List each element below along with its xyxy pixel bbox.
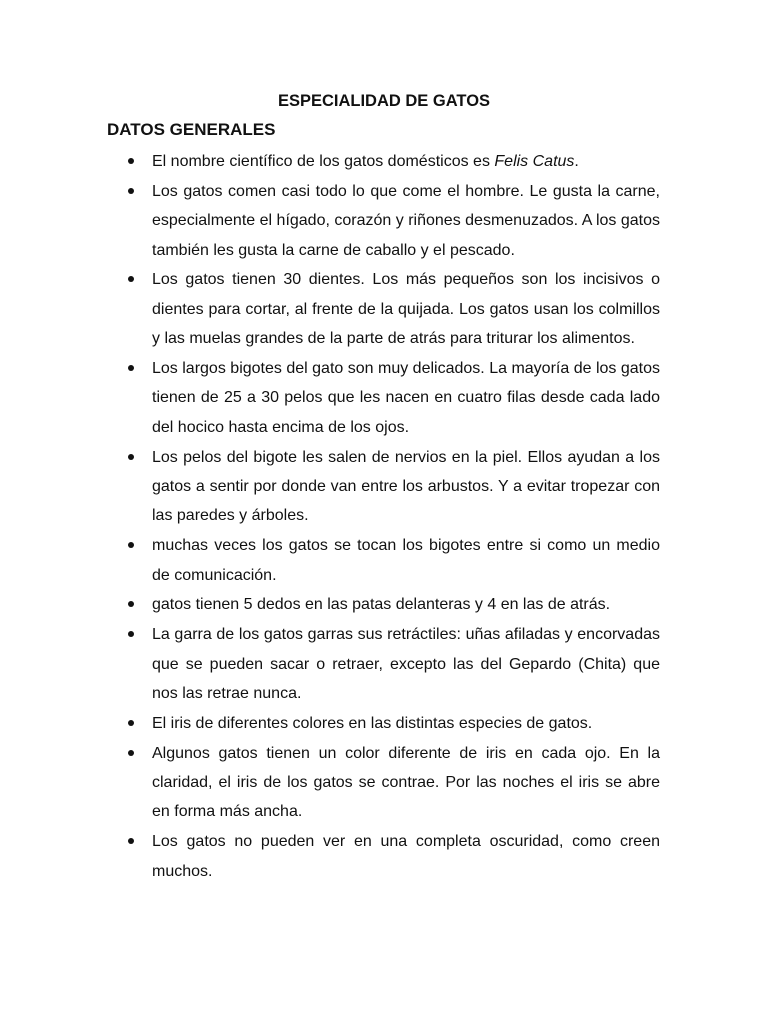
section-heading: DATOS GENERALES bbox=[107, 120, 276, 139]
list-item-text: El iris de diferentes colores en las distintas especies de gatos. bbox=[152, 714, 593, 732]
bullet-icon bbox=[128, 601, 134, 607]
list-item bbox=[0, 354, 768, 442]
bullet-icon bbox=[128, 720, 134, 726]
list-item bbox=[0, 443, 768, 531]
list-item bbox=[0, 709, 768, 738]
list-item-text bbox=[152, 153, 579, 170]
bullet-icon bbox=[128, 454, 134, 460]
list-item-text: Los largos bigotes del gato son muy delicados. La mayoría de los gatos tienen de 25 a 30 pelos que les nacen en cuatro filas desde cada lado del hocico hasta encima de los ojos. bbox=[152, 360, 660, 436]
list-item-text-start: El nombre científico de los gatos domésticos es bbox=[152, 153, 495, 170]
bullet-icon bbox=[128, 365, 134, 371]
list-item bbox=[0, 531, 768, 590]
list-item-text: Los gatos tienen 30 dientes. Los más pequeños son los incisivos o dientes para cortar, al frente de la quijada. Los gatos usan los colmillos y las muelas grandes de la parte de atrás para triturar los alimentos. bbox=[152, 271, 660, 348]
list-item bbox=[0, 590, 768, 619]
bullet-icon bbox=[128, 750, 134, 756]
list-item bbox=[0, 265, 768, 353]
list-item-text: Los gatos no pueden ver en una completa oscuridad, como creen muchos. bbox=[152, 833, 660, 880]
list-item-text: Los gatos comen casi todo lo que come el hombre. Le gusta la carne, especialmente el hígado, corazón y riñones desmenuzados. A los gatos también les gusta la carne de caballo y el pescado. bbox=[152, 182, 660, 259]
list-item-text: Algunos gatos tienen un color diferente de iris en cada ojo. En la claridad, el iris de los gatos se contrae. Por las noches el iris se abre en forma más ancha. bbox=[152, 744, 660, 821]
bullet-icon bbox=[128, 188, 134, 194]
list-item-text-end: . bbox=[574, 153, 579, 170]
bullet-icon bbox=[128, 542, 134, 548]
bullet-icon bbox=[128, 838, 134, 844]
scientific-name: Felis Catus bbox=[494, 153, 575, 170]
list-item bbox=[0, 827, 768, 886]
facts-list bbox=[0, 147, 768, 886]
document-title: ESPECIALIDAD DE GATOS bbox=[277, 92, 491, 110]
list-item bbox=[0, 177, 768, 265]
list-item-text: gatos tienen 5 dedos en las patas delanteras y 4 en las de atrás. bbox=[152, 596, 611, 614]
list-item-text: muchas veces los gatos se tocan los bigotes entre si como un medio de comunicación. bbox=[152, 537, 660, 584]
bullet-icon bbox=[128, 631, 134, 637]
list-item bbox=[0, 620, 768, 708]
list-item bbox=[0, 147, 768, 176]
list-item-text: Los pelos del bigote les salen de nervios en la piel. Ellos ayudan a los gatos a sentir por donde van entre los arbustos. Y a evitar tropezar con las paredes y árboles. bbox=[152, 448, 660, 525]
list-item bbox=[0, 739, 768, 827]
bullet-icon bbox=[128, 276, 134, 282]
list-item-text: La garra de los gatos garras sus retráctiles: uñas afiladas y encorvadas que se pueden sacar o retraer, excepto las del Gepardo (Chita) que nos las retrae nunca. bbox=[152, 626, 660, 703]
bullet-icon bbox=[128, 158, 134, 164]
